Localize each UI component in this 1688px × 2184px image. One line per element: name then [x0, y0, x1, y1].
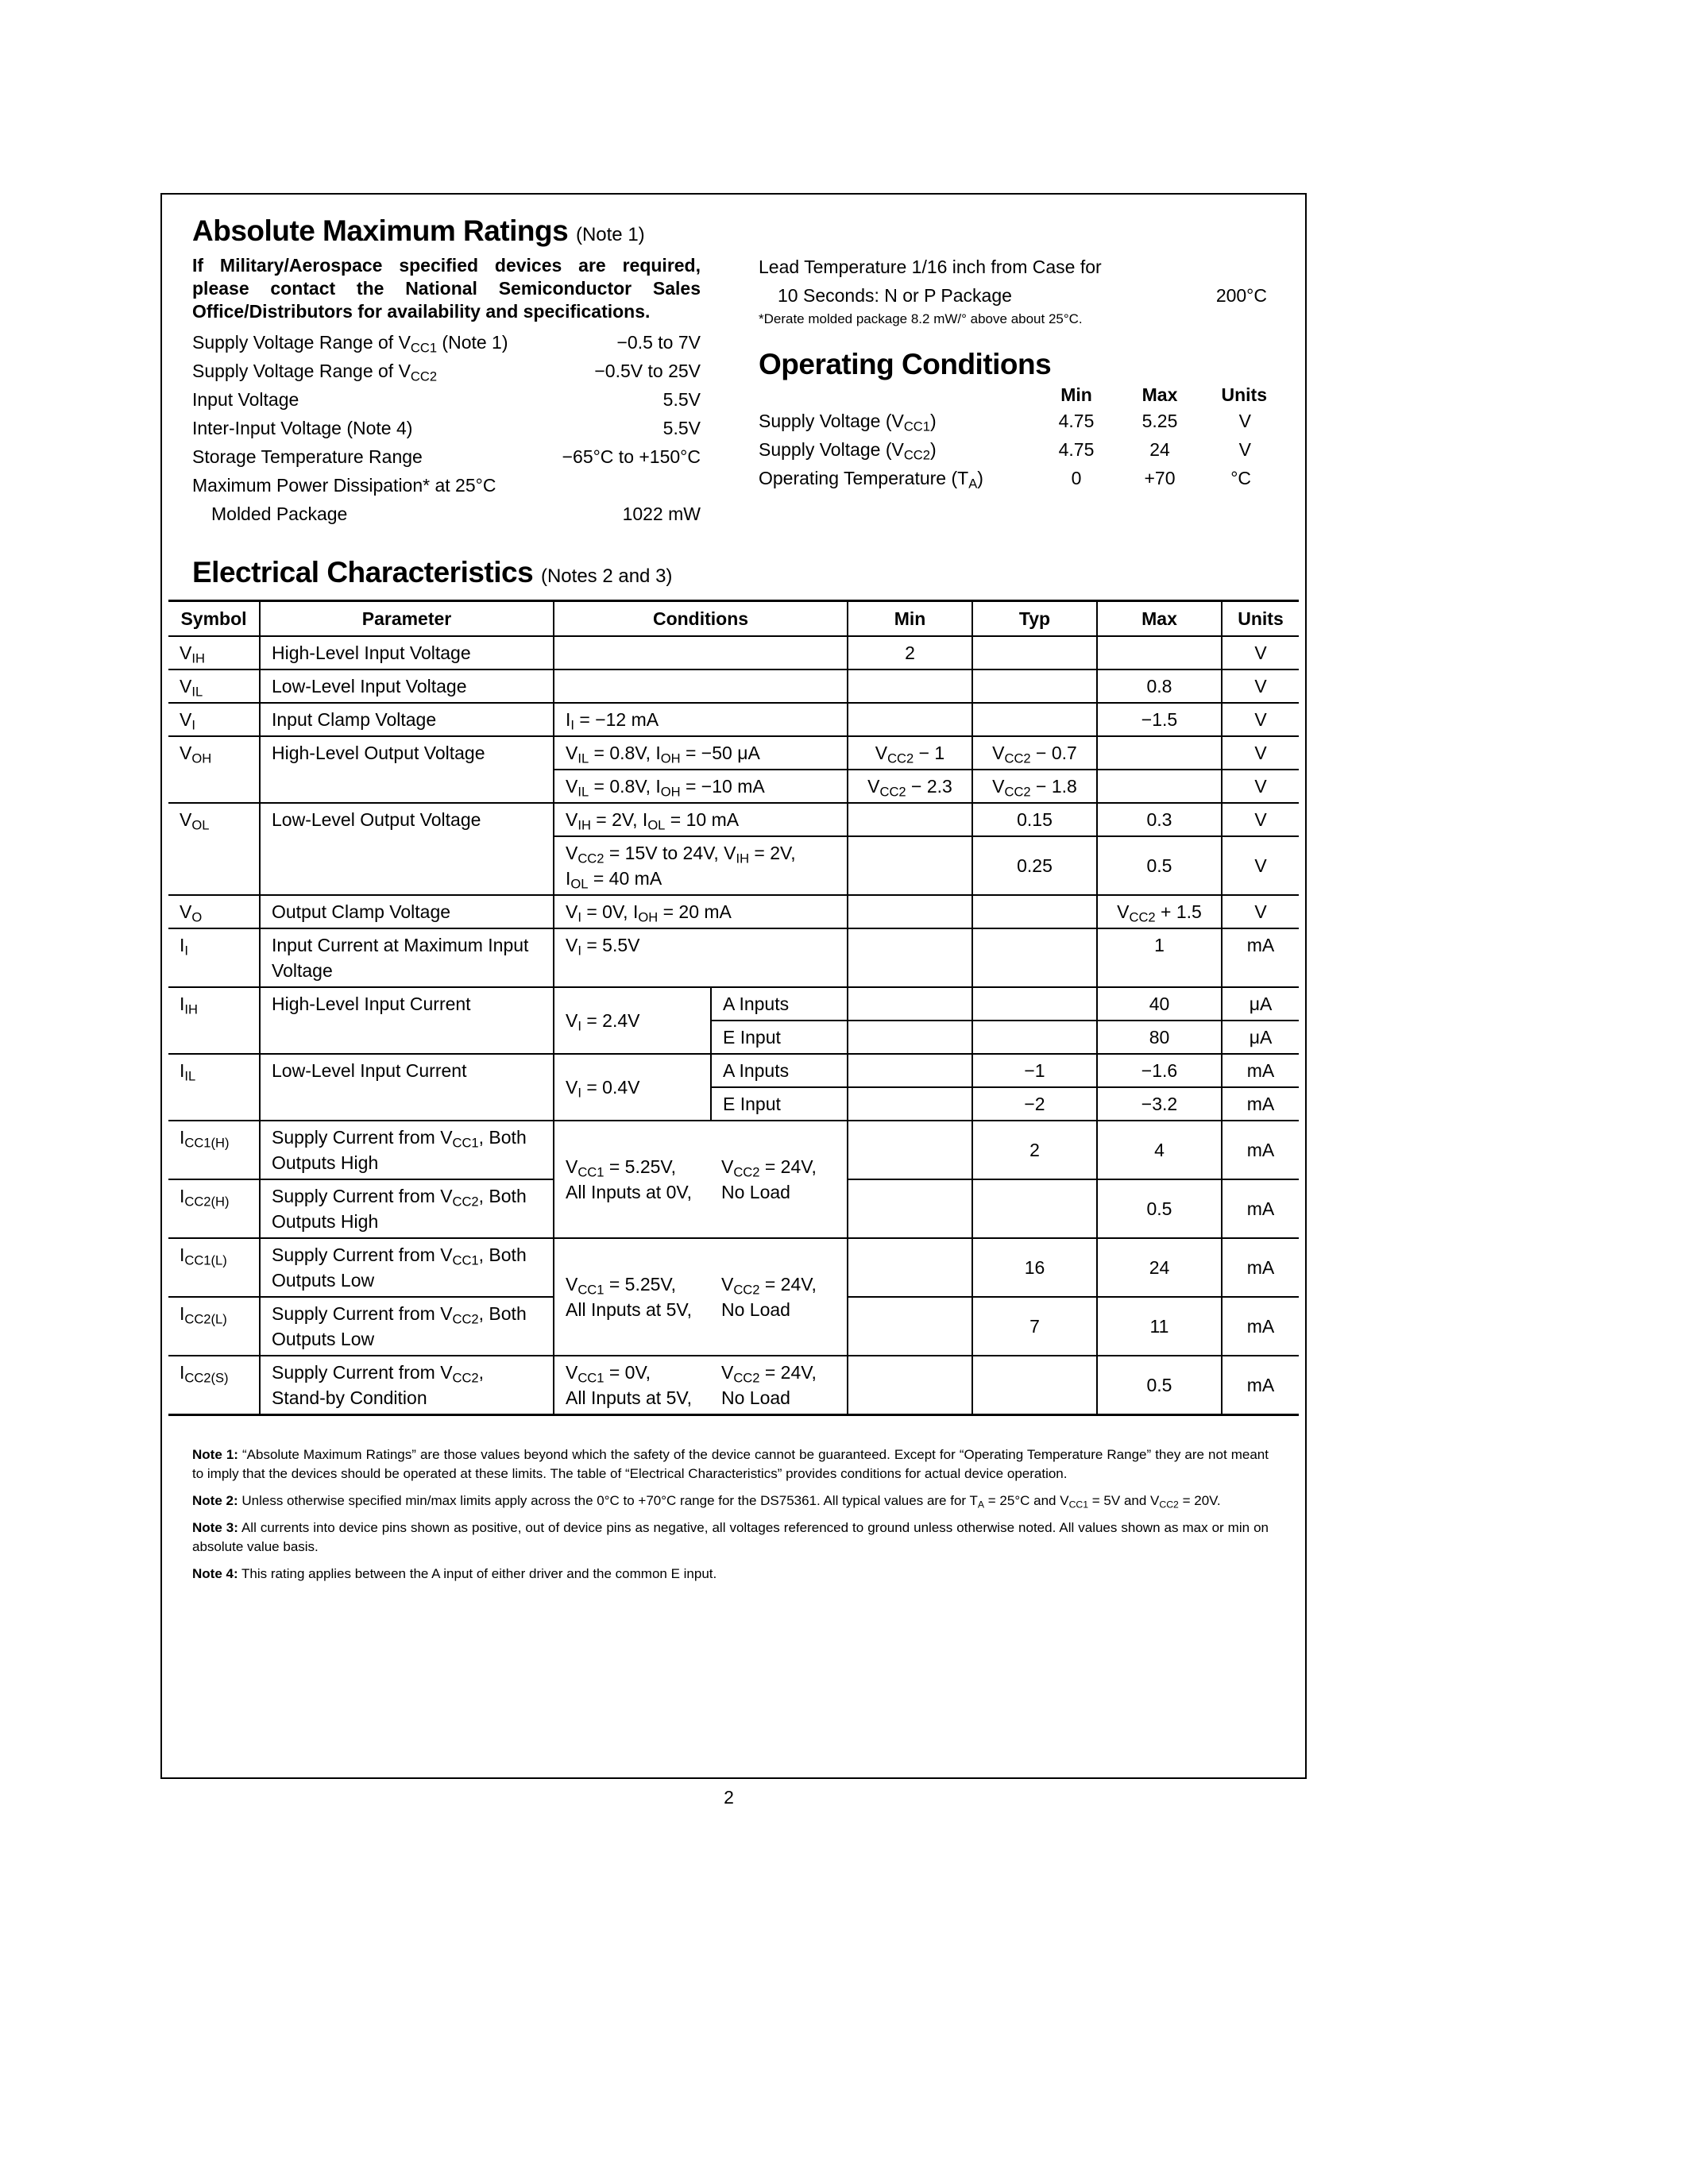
abs-max-title: Absolute Maximum Ratings (Note 1)	[192, 214, 645, 247]
op-cond-row: Supply Voltage $(V_{CC1})$ 4.75 5.25 V	[759, 410, 1251, 434]
rating-row: Input Voltage 5.5V	[192, 389, 701, 410]
rating-row: Storage Temperature Range −65°C to +150°C	[192, 446, 701, 467]
elec-title: Electrical Characteristics (Notes 2 and 3)	[192, 556, 673, 588]
rating-row: Supply Voltage Range of $V_{CC1}$ (Note 1) −0.5 to 7V	[192, 332, 701, 356]
rating-row: Supply Voltage Range of $V_{CC2}$ −0.5V to 25V	[192, 361, 701, 384]
op-cond-title: Operating Conditions	[759, 348, 1052, 380]
table-row: $V_O$ Output Clamp Voltage $V_I = 0V$, $I_{OH} = 20$ mA $V_{CC2} + 1.5$ V	[168, 895, 1299, 928]
table-row: $I_{CC2(L)}$ Supply Current from $V_{CC2}$, Both Outputs Low 7 11 mA	[168, 1297, 1299, 1356]
elec-note-ref: (Notes 2 and 3)	[540, 565, 673, 587]
rating-row: Molded Package 1022 mW	[211, 504, 701, 524]
table-row: $V_{IH}$ High-Level Input Voltage 2 V	[168, 636, 1299, 669]
right-column	[759, 253, 1267, 492]
note-1: Note 1: “Absolute Maximum Ratings” are those values beyond which the safety of the device cannot be guaranteed. Except for “Operating Temperature Range” they are not meant to imply that the devices should be operated at these limits. The table of “Electrical Characteristics” provides conditions for actual device operation.	[192, 1447, 1269, 1481]
col-symbol: Symbol	[168, 601, 260, 637]
table-row: $V_{IL} = 0.8V$, $I_{OH} = -10$ mA $V_{CC2} - 2.3$ $V_{CC2} - 1.8$ V	[168, 770, 1299, 803]
table-row: $I_{IL}$ Low-Level Input Current $V_I = 0.4V$ A Inputs −1 −1.6 mA	[168, 1054, 1299, 1087]
table-row: E Input 80 μA	[168, 1021, 1299, 1054]
col-units: Units	[1222, 601, 1299, 637]
col-conditions: Conditions	[554, 601, 848, 637]
rating-row: Inter-Input Voltage (Note 4) 5.5V	[192, 418, 701, 438]
col-max: Max	[1097, 601, 1222, 637]
op-cond-header: Max	[1141, 384, 1178, 405]
table-row: $V_{IL}$ Low-Level Input Voltage 0.8 V	[168, 669, 1299, 703]
elec-table	[168, 600, 1299, 1416]
elec-header-row	[168, 601, 1299, 637]
lead-temp-line1: Lead Temperature 1/16 inch from Case for	[759, 257, 1102, 277]
op-cond-table	[759, 383, 1267, 492]
table-row: $I_{IH}$ High-Level Input Current $V_I = 2.4V$ A Inputs 40 μA	[168, 987, 1299, 1021]
col-typ: Typ	[972, 601, 1097, 637]
table-row: $I_I$ Input Current at Maximum Input Voltage $V_I = 5.5V$ 1 mA	[168, 928, 1299, 987]
derate-note: *Derate molded package 8.2 mW/° above about 25°C.	[759, 311, 1083, 326]
note-3: Note 3: All currents into device pins shown as positive, out of device pins as negative, all voltages referenced to ground unless otherwise noted. All values shown as max or min on absolute value basis.	[192, 1520, 1269, 1554]
notes-section	[192, 1445, 1269, 1592]
col-parameter: Parameter	[260, 601, 554, 637]
table-row: $I_{CC2(H)}$ Supply Current from $V_{CC2}$, Both Outputs High 0.5 mA	[168, 1179, 1299, 1238]
table-row: $V_I$ Input Clamp Voltage $I_I = -12$ mA −1.5 V	[168, 703, 1299, 736]
op-cond-header: Min	[1060, 384, 1092, 405]
op-cond-row: Operating Temperature $(T_A)$ 0 +70 °C	[759, 467, 1251, 492]
table-row: $I_{CC1(H)}$ Supply Current from $V_{CC1}$, Both Outputs High $V_{CC1} = 5.25V$, $V_{CC2} = 24V$, All Inputs at 0V, No Load 2 4 mA	[168, 1121, 1299, 1179]
table-row: E Input −2 −3.2 mA	[168, 1087, 1299, 1121]
abs-max-list	[192, 328, 701, 528]
table-row: $V_{OL}$ Low-Level Output Voltage $V_{IH} = 2V$, $I_{OL} = 10$ mA 0.15 0.3 V	[168, 803, 1299, 836]
note-2: Note 2: Unless otherwise specified min/max limits apply across the 0°C to +70°C range for the DS75361. All typical values are for $T_A = 25^\circ C$ and $V_{CC1} = 5V$ and $V_{CC2} = 20V$.	[192, 1493, 1221, 1511]
table-row: $I_{CC1(L)}$ Supply Current from $V_{CC1}$, Both Outputs Low $V_{CC1} = 5.25V$, $V_{CC2} = 24V$, All Inputs at 5V, No Load 16 24 mA	[168, 1238, 1299, 1297]
military-warning: If Military/Aerospace specified devices are required, please contact the National Semiconductor Sales Office/Distributors for availability and specifications.	[192, 255, 701, 322]
op-cond-row: Supply Voltage $(V_{CC2})$ 4.75 24 V	[759, 438, 1251, 463]
note-4: Note 4: This rating applies between the A input of either driver and the common E input.	[192, 1566, 717, 1581]
op-cond-header: Units	[1221, 384, 1267, 405]
page-number: 2	[724, 1787, 734, 1808]
table-row: $V_{OH}$ High-Level Output Voltage $V_{IL} = 0.8V$, $I_{OH} = -50$ μA $V_{CC2} - 1$ $V_{CC2} - 0.7$ V	[168, 736, 1299, 770]
table-row: $V_{CC2} = 15V$ to 24V, $V_{IH} = 2V$, $I_{OL} = 40$ mA 0.25 0.5 V	[168, 836, 1299, 895]
table-row: $I_{CC2(S)}$ Supply Current from $V_{CC2}$, Stand-by Condition $V_{CC1} = 0V$, $V_{CC2} = 24V$, All Inputs at 5V, No Load 0.5 mA	[168, 1356, 1299, 1415]
abs-max-note-ref: (Note 1)	[575, 224, 645, 245]
lead-temp-line2: 10 Seconds: N or P Package 200°C	[778, 285, 1267, 306]
col-min: Min	[848, 601, 972, 637]
abs-max-section	[192, 214, 701, 528]
rating-row: Maximum Power Dissipation* at 25°C	[192, 475, 496, 496]
